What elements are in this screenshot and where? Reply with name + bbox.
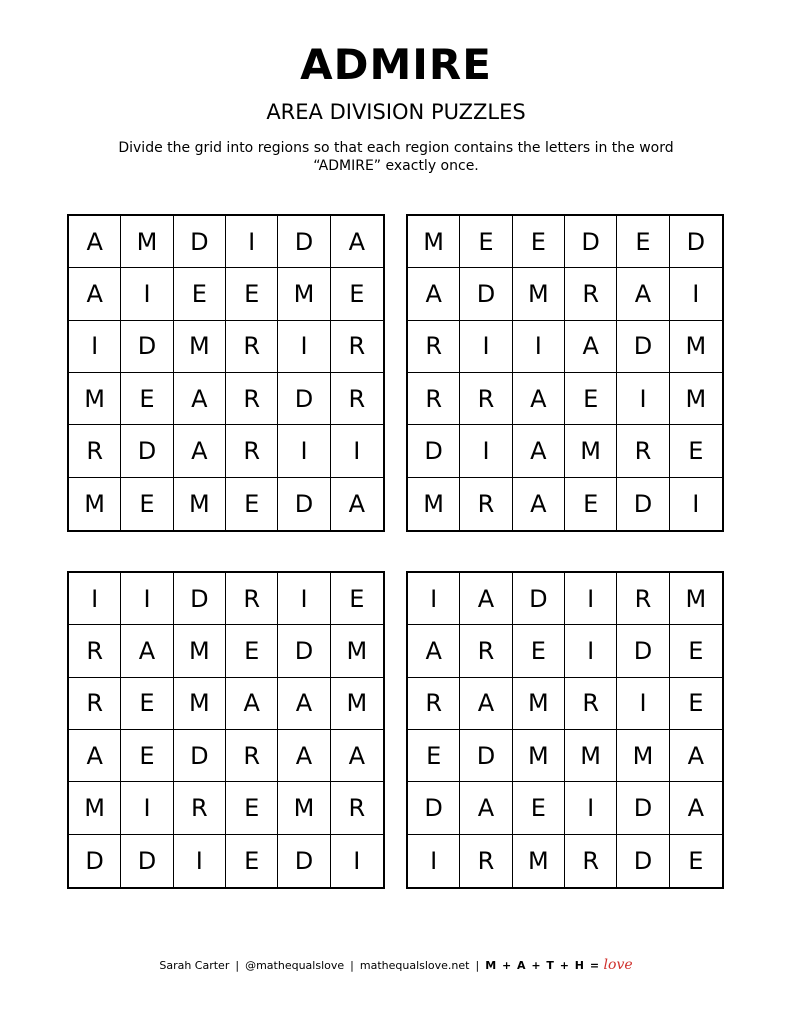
grid-cell: D: [408, 425, 460, 477]
grid-cell: I: [565, 782, 617, 834]
grid-cell: A: [513, 478, 565, 530]
grid-cell: D: [121, 835, 173, 887]
grid-cell: A: [226, 678, 278, 730]
grid-cell: R: [408, 373, 460, 425]
grid-cell: E: [226, 835, 278, 887]
grid-cell: E: [331, 268, 383, 320]
grid-cell: A: [617, 268, 669, 320]
grid-cell: I: [617, 373, 669, 425]
grid-cell: E: [513, 216, 565, 268]
grid-cell: R: [460, 478, 512, 530]
grid-cell: M: [617, 730, 669, 782]
grid-cell: E: [513, 782, 565, 834]
page-title: ADMIRE: [300, 40, 492, 89]
puzzle-grid-4: [406, 571, 724, 889]
grid-cell: A: [69, 730, 121, 782]
grid-cell: R: [460, 373, 512, 425]
grid-cell: D: [121, 321, 173, 373]
puzzle-grid-1: [67, 214, 385, 532]
grid-cell: I: [121, 782, 173, 834]
grid-cell: R: [617, 425, 669, 477]
grid-cell: M: [278, 268, 330, 320]
grid-cell: D: [174, 573, 226, 625]
grid-cell: A: [513, 425, 565, 477]
footer-separator: |: [235, 959, 240, 972]
grid-cell: R: [408, 678, 460, 730]
grid-cell: A: [278, 678, 330, 730]
grid-cell: M: [513, 678, 565, 730]
grid-cell: D: [617, 625, 669, 677]
grid-cell: A: [670, 730, 722, 782]
grid-cell: E: [688, 846, 704, 875]
puzzle-grid-2: [406, 214, 724, 532]
grid-cell: A: [121, 625, 173, 677]
grid-cell: A: [331, 216, 383, 268]
grid-cell: R: [617, 573, 669, 625]
grid-cell: D: [513, 573, 565, 625]
grid-cell: I: [278, 573, 330, 625]
grid-cell: R: [226, 373, 278, 425]
grid-cell: M: [174, 625, 226, 677]
page-subtitle: AREA DIVISION PUZZLES: [266, 100, 526, 124]
grid-cell: M: [331, 678, 383, 730]
grid-cell: R: [460, 835, 512, 887]
grid-cell: D: [121, 425, 173, 477]
footer-brand: M + A + T + H =: [485, 959, 601, 972]
grid-cell: E: [565, 478, 617, 530]
grid-cell: R: [408, 321, 460, 373]
grid-cell: D: [617, 782, 669, 834]
grid-cell: R: [226, 730, 278, 782]
grid-cell: M: [565, 425, 617, 477]
grid-cell: I: [121, 573, 173, 625]
grid-cell: E: [408, 730, 460, 782]
grid-cell: I: [408, 573, 460, 625]
grid-cell: D: [460, 268, 512, 320]
grid-cell: D: [670, 216, 722, 268]
grid-cell: E: [670, 678, 722, 730]
grid-cell: M: [69, 373, 121, 425]
grid-cell: A: [460, 678, 512, 730]
grid-cell: M: [408, 478, 460, 530]
grid-cell: D: [565, 216, 617, 268]
grid-cell: M: [408, 216, 460, 268]
grid-cell: M: [174, 321, 226, 373]
grid-cell: E: [617, 216, 669, 268]
grid-cell: D: [278, 625, 330, 677]
grid-cell: I: [460, 321, 512, 373]
grid-cell: E: [226, 625, 278, 677]
grid-cell: A: [69, 268, 121, 320]
grid-cell: R: [565, 835, 617, 887]
grid-cell: D: [460, 730, 512, 782]
grid-cell: E: [670, 625, 722, 677]
grid-cell: I: [617, 678, 669, 730]
grid-cell: A: [174, 425, 226, 477]
grid-cell: I: [226, 216, 278, 268]
grid-cell: E: [121, 373, 173, 425]
grid-cell: E: [226, 268, 278, 320]
instructions: Divide the grid into regions so that each region contains the letters in the word “ADMIRE” exactly once.: [118, 140, 674, 174]
footer-site: mathequalslove.net: [359, 959, 470, 972]
grid-cell: D: [174, 730, 226, 782]
grid-cell: I: [174, 835, 226, 887]
grid-cell: M: [331, 625, 383, 677]
grid-cell: I: [69, 573, 121, 625]
grid-cell: A: [408, 625, 460, 677]
footer-handle: @mathequalslove: [245, 959, 345, 972]
grid-cell: E: [226, 478, 278, 530]
grid-cell: R: [226, 425, 278, 477]
grid-cell: E: [331, 573, 383, 625]
footer-separator: |: [350, 959, 354, 972]
grid-cell: E: [121, 678, 173, 730]
grid-cell: M: [174, 678, 226, 730]
grid-cell: M: [69, 782, 121, 834]
grid-cell: I: [278, 321, 330, 373]
grid-cell: A: [565, 321, 617, 373]
grid-cell: R: [174, 782, 226, 834]
grid-cell: E: [121, 730, 173, 782]
grid-cell: R: [69, 425, 121, 477]
grid-cell: D: [617, 835, 669, 887]
grid-cell: A: [408, 268, 460, 320]
grid-cell: A: [460, 782, 512, 834]
grid-cell: R: [331, 373, 383, 425]
grid-cell: I: [331, 425, 383, 477]
grid-cell: A: [513, 373, 565, 425]
grid-cell: D: [617, 478, 669, 530]
grid-cell: M: [278, 782, 330, 834]
grid-cell: M: [670, 373, 722, 425]
grid-cell: E: [174, 268, 226, 320]
grid-cell: A: [348, 489, 366, 518]
grid-cell: I: [69, 321, 121, 373]
grid-cell: E: [513, 625, 565, 677]
grid-cell: I: [565, 573, 617, 625]
grid-cell: M: [670, 321, 722, 373]
grid-cell: D: [617, 321, 669, 373]
grid-cell: I: [121, 268, 173, 320]
grid-cell: R: [331, 782, 383, 834]
puzzle-grid-3: [67, 571, 385, 889]
grid-cell: D: [69, 835, 121, 887]
grid-cell: R: [69, 678, 121, 730]
grid-cell: M: [565, 730, 617, 782]
grid-cell: I: [278, 425, 330, 477]
grid-cell: D: [278, 478, 330, 530]
grid-cell: R: [69, 625, 121, 677]
grid-cell: I: [353, 846, 361, 875]
grid-cell: M: [121, 216, 173, 268]
grid-cell: M: [69, 478, 121, 530]
footer-love-logo: love: [603, 957, 633, 973]
grid-cell: D: [174, 216, 226, 268]
grid-cell: R: [226, 573, 278, 625]
grid-cell: A: [331, 730, 383, 782]
grid-cell: I: [513, 321, 565, 373]
grid-cell: I: [565, 625, 617, 677]
grid-cell: A: [670, 782, 722, 834]
grid-cell: I: [670, 268, 722, 320]
footer: [0, 957, 792, 974]
grid-cell: I: [460, 425, 512, 477]
grid-cell: I: [408, 835, 460, 887]
grid-cell: E: [460, 216, 512, 268]
grid-cell: E: [565, 373, 617, 425]
grid-cell: M: [670, 573, 722, 625]
grid-cell: A: [460, 573, 512, 625]
grid-cell: R: [331, 321, 383, 373]
grid-cell: D: [278, 373, 330, 425]
grid-cell: M: [513, 730, 565, 782]
grid-cell: I: [692, 489, 700, 518]
grid-cell: M: [513, 835, 565, 887]
grid-cell: M: [513, 268, 565, 320]
footer-separator: |: [475, 959, 480, 972]
grid-cell: R: [565, 678, 617, 730]
grid-cell: D: [278, 835, 330, 887]
grid-cell: A: [174, 373, 226, 425]
grid-cell: M: [174, 478, 226, 530]
grid-cell: D: [278, 216, 330, 268]
grid-cell: A: [69, 216, 121, 268]
grid-cell: R: [460, 625, 512, 677]
grid-cell: D: [408, 782, 460, 834]
grid-cell: E: [121, 478, 173, 530]
grid-cell: E: [670, 425, 722, 477]
grid-cell: R: [565, 268, 617, 320]
grid-cell: E: [226, 782, 278, 834]
footer-author: Sarah Carter: [159, 959, 230, 972]
grid-cell: A: [278, 730, 330, 782]
grid-cell: R: [226, 321, 278, 373]
